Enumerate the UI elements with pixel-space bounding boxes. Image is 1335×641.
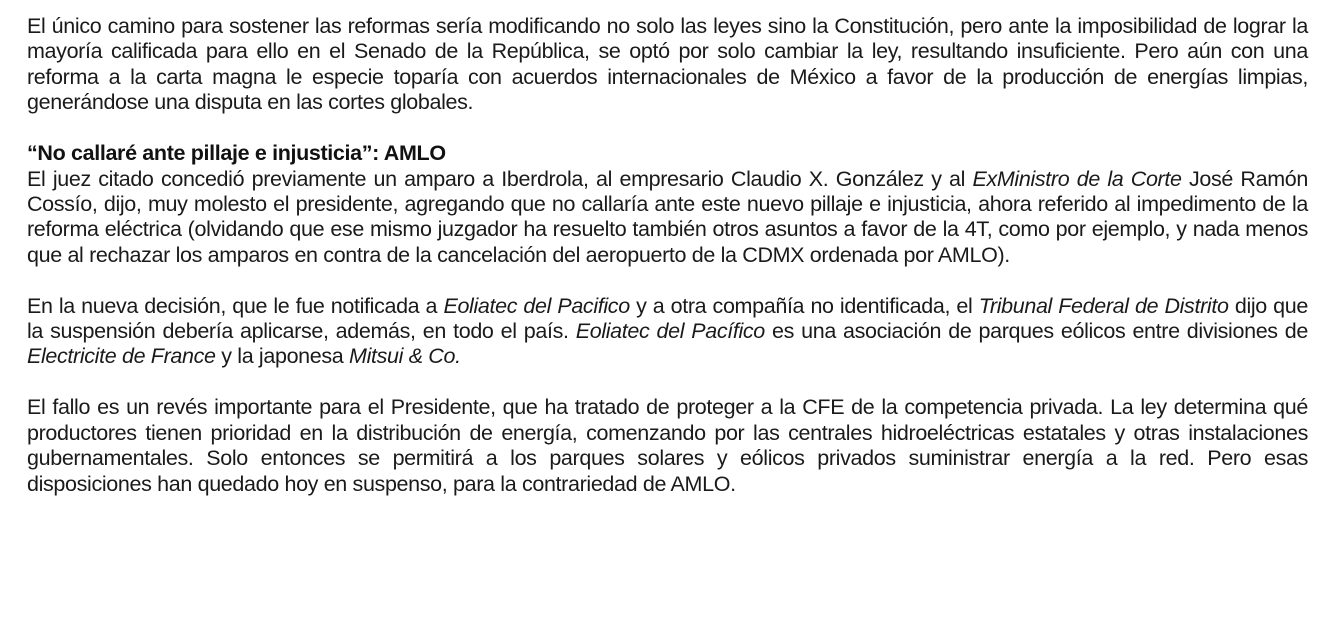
paragraph-spacer: [27, 116, 1308, 142]
italic-term: ExMinistro de la Corte: [972, 166, 1182, 191]
paragraph-spacer: [27, 370, 1308, 396]
paragraph-text: El juez citado concedió previamente un amparo a Iberdrola, al empresario Claudio X. González y al: [27, 166, 973, 191]
italic-term: Tribunal Federal de Distrito: [978, 293, 1229, 318]
article-body: [27, 14, 1308, 497]
italic-term: Electricite de France: [27, 344, 216, 369]
paragraph-text: En la nueva decisión, que le fue notificada a: [27, 293, 444, 318]
paragraph-text: José Ramón Cossío, dijo, muy molesto el presidente, agregando que no callaría ante este nuevo pillaje e injusticia, ahora referido al impedimento de la reforma eléctrica (olvidando que ese mismo juzgador ha resuelto también otros asuntos a favor de la 4T, como por ejemplo, y nada menos que al rechazar los amparos en contra de la cancelación del aeropuerto de la CDMX ordenada por AMLO).: [27, 166, 1308, 267]
paragraph-text: es una asociación de parques eólicos entre divisiones de: [764, 319, 1309, 344]
paragraph-text: y la japonesa: [215, 344, 350, 369]
paragraph-reform-constitution: El único camino para sostener las reformas sería modificando no solo las leyes sino la Constitución, pero ante la imposibilidad de lograr la mayoría calificada para ello en el Senado de la República, se optó por solo cambiar la ley, resultando insuficiente. Pero aún con una reforma a la carta magna le especie toparía con acuerdos internacionales de México a favor de la producción de energías limpias, generándose una disputa en las cortes globales.: [27, 14, 1308, 115]
italic-term: Mitsui & Co.: [349, 344, 461, 369]
paragraph-ruling-setback: El fallo es un revés importante para el Presidente, que ha tratado de proteger a la CFE de la competencia privada. La ley determina qué productores tienen prioridad en la distribución de energía, comenzando por las centrales hidroeléctricas estatales y otras instalaciones gubernamentales. Solo entonces se permitirá a los parques solares y eólicos privados suministrar energía a la red. Pero esas disposiciones han quedado hoy en suspenso, para la contrariedad de AMLO.: [27, 395, 1308, 496]
paragraph-text: dijo que la suspensión debería aplicarse, además, en todo el país.: [27, 293, 1308, 344]
section-heading: “No callaré ante pillaje e injusticia”: AMLO: [27, 141, 446, 166]
paragraph-judge-amparo: [27, 167, 1308, 269]
paragraph-new-decision: [27, 294, 1308, 370]
italic-term: Eoliatec del Pacifico: [443, 293, 630, 318]
italic-term: Eoliatec del Pacífico: [575, 319, 765, 344]
paragraph-text: y a otra compañía no identificada, el: [629, 293, 979, 318]
paragraph-spacer: [27, 268, 1308, 294]
